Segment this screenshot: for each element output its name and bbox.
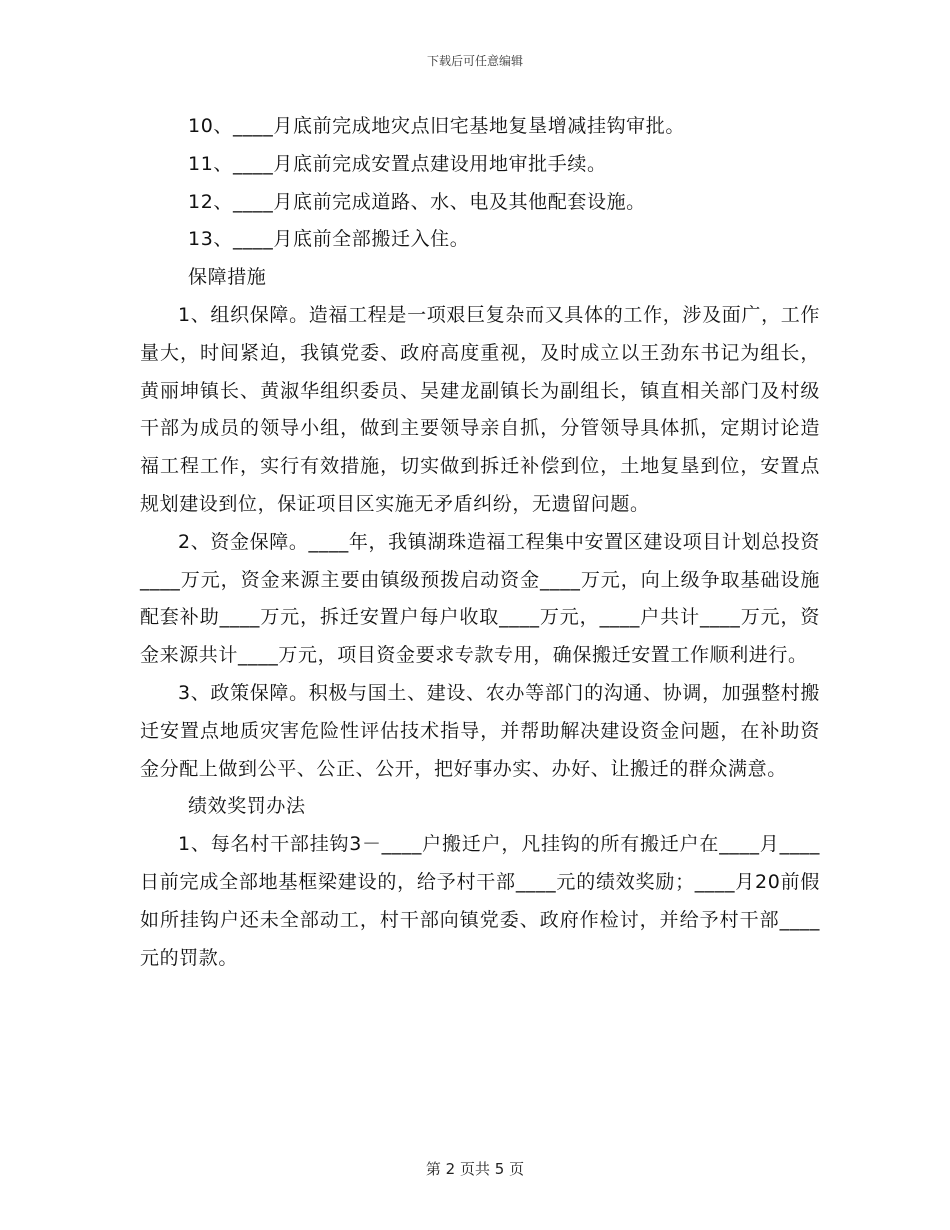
list-item: 11、____月底前完成安置点建设用地审批手续。: [188, 152, 607, 175]
page-footer: 第 2 页共 5 页: [425, 1160, 525, 1178]
paragraph: 2、资金保障。____年，我镇湖珠造福工程集中安置区建设项目计划总投资____万元，资金来源主要由镇级预拨启动资金____万元，向上级争取基础设施配套补助____万元，拆迁安置户每户收取____万元，____户共计____万元，资金来源共计____万元，项目资金要求专款专用，确保搬迁安置工作顺利进行。: [140, 530, 820, 667]
section-heading: 绩效奖罚办法: [188, 795, 306, 818]
paragraph: 1、每名村干部挂钩3－____户搬迁户，凡挂钩的所有搬迁户在____月____日前完成全部地基框梁建设的，给予村干部____元的绩效奖励；____月20前假如所挂钩户还未全部动工，村干部向镇党委、政府作检讨，并给予村干部____元的罚款。: [140, 833, 820, 969]
paragraph: 3、政策保障。积极与国土、建设、农办等部门的沟通、协调，加强整村搬迁安置点地质灾害危险性评估技术指导，并帮助解决建设资金问题，在补助资金分配上做到公平、公正、公开，把好事办实、办好、让搬迁的群众满意。: [140, 681, 820, 780]
section-heading: 保障措施: [188, 266, 267, 289]
list-item: 10、____月底前完成地灾点旧宅基地复垦增减挂钩审批。: [188, 115, 685, 137]
paragraph: 1、组织保障。造福工程是一项艰巨复杂而又具体的工作，涉及面广，工作量大，时间紧迫，我镇党委、政府高度重视，及时成立以王劲东书记为组长，黄丽坤镇长、黄淑华组织委员、吴建龙副镇长为副组长，镇直相关部门及村级干部为成员的领导小组，做到主要领导亲自抓，分管领导具体抓，定期讨论造福工程工作，实行有效措施，切实做到拆迁补偿到位，土地复垦到位，安置点规划建设到位，保证项目区实施无矛盾纠纷，无遗留问题。: [140, 303, 820, 515]
list-item: 12、____月底前完成道路、水、电及其他配套设施。: [188, 190, 646, 213]
page-header: 下载后可任意编辑: [426, 54, 523, 68]
document-body: [140, 108, 820, 977]
list-item: 13、____月底前全部搬迁入住。: [188, 228, 470, 251]
